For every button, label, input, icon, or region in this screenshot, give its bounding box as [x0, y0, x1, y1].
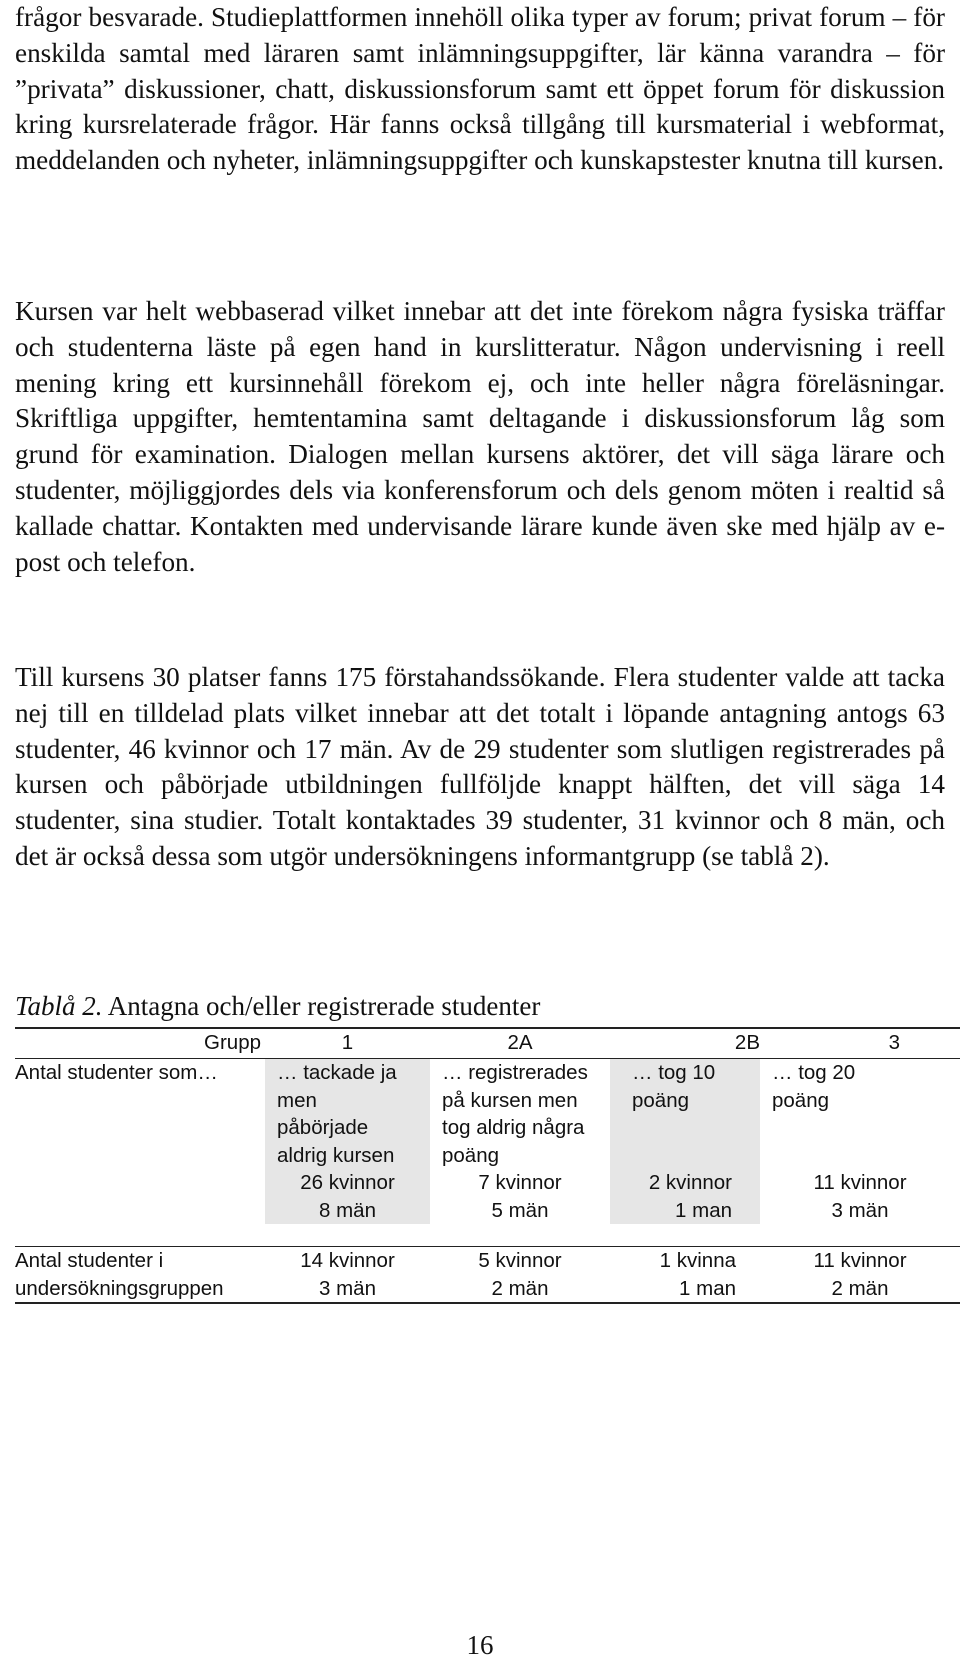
paragraph-3: Till kursens 30 platser fanns 175 förstahandssökande. Flera studenter valde att tacka nej till en tilldelad plats vilket innebar att det totalt i löpande antagning antogs 63 studenter, 46 kvinnor och 17 män. Av de 29 studenter som slutligen registrerades på kursen och påbörjade utbildningen fullföljde knappt hälften, det vill säga 14 studenter, sina studier. Totalt kontaktades 39 studenter, 31 kvinnor och 8 män, och det är också dessa som utgör undersökningens informantgrupp (se tablå 2).	[15, 662, 945, 871]
row1-desc-col-2b: … tog 10 poäng	[610, 1059, 760, 1170]
table-caption-text: Antagna och/eller registrerade studenter	[102, 991, 541, 1021]
row1-count-col-2a: 7 kvinnor 5 män	[478, 1171, 562, 1222]
row1-count-col-1: 26 kvinnor 8 män	[265, 1169, 430, 1224]
row1-desc-col-3: … tog 20 poäng	[772, 1061, 856, 1112]
header-col-3: 3	[760, 1028, 960, 1059]
row1-count-col-3: 11 kvinnor 3 män	[813, 1171, 907, 1222]
table-caption	[15, 990, 540, 1022]
row1-desc-col-1: … tackade ja men påbörjade aldrig kursen	[265, 1059, 430, 1170]
table-row-informants	[15, 1247, 960, 1304]
table-row-description	[15, 1059, 960, 1170]
row1-count-col-2b: 2 kvinnor 1 man	[610, 1169, 760, 1224]
table-row-counts	[15, 1169, 960, 1224]
header-col-1: 1	[265, 1028, 430, 1059]
row2-count-col-3: 11 kvinnor 2 män	[760, 1247, 960, 1304]
row1-desc-col-2a: … registrerades på kursen men tog aldrig några poäng	[442, 1061, 588, 1167]
row2-count-col-2b: 1 kvinna 1 man	[610, 1247, 760, 1304]
header-col-2a: 2A	[430, 1028, 610, 1059]
paragraph-1: frågor besvarade. Studieplattformen innehöll olika typer av forum; privat forum – för enskilda samtal med läraren samt inlämningsuppgifter, lär känna varandra – för ”privata” diskussioner, chatt, diskussionsforum samt ett öppet forum för diskussion kring kursrelaterade frågor. Här fanns också tillgång till kursmaterial i webformat, meddelanden och nyheter, inlämningsuppgifter och kunskapstester knutna till kursen.	[15, 2, 945, 176]
page-number: 16	[466, 1630, 494, 1660]
header-col-2b: 2B	[610, 1028, 760, 1059]
table-spacer-row	[15, 1224, 960, 1247]
row1-counts-label	[15, 1169, 265, 1224]
row2-count-col-1: 14 kvinnor 3 män	[265, 1247, 430, 1304]
row2-count-col-2a: 5 kvinnor 2 män	[430, 1247, 610, 1304]
row2-label: Antal studenter i undersökningsgruppen	[15, 1247, 265, 1304]
table-header-row	[15, 1028, 960, 1059]
students-table	[15, 1027, 960, 1304]
row1-label: Antal studenter som…	[15, 1061, 218, 1084]
header-group-label: Grupp	[15, 1028, 265, 1059]
table-caption-label: Tablå 2.	[15, 991, 103, 1021]
paragraph-2: Kursen var helt webbaserad vilket innebar att det inte förekom några fysiska träffar och studenterna läste på egen hand in kurslitteratur. Någon undervisning i reell mening kring ett kursinnehåll förekom ej, och inte heller några föreläsningar. Skriftliga uppgifter, hemtentamina samt deltagande i diskussionsforum låg som grund för examination. Dialogen mellan kursens aktörer, det vill säga lärare och studenter, möjliggjordes dels via konferensforum och dels genom möten i realtid så kallade chattar. Kontakten med undervisande lärare kunde även ske med hjälp av e-post och telefon.	[15, 296, 945, 577]
